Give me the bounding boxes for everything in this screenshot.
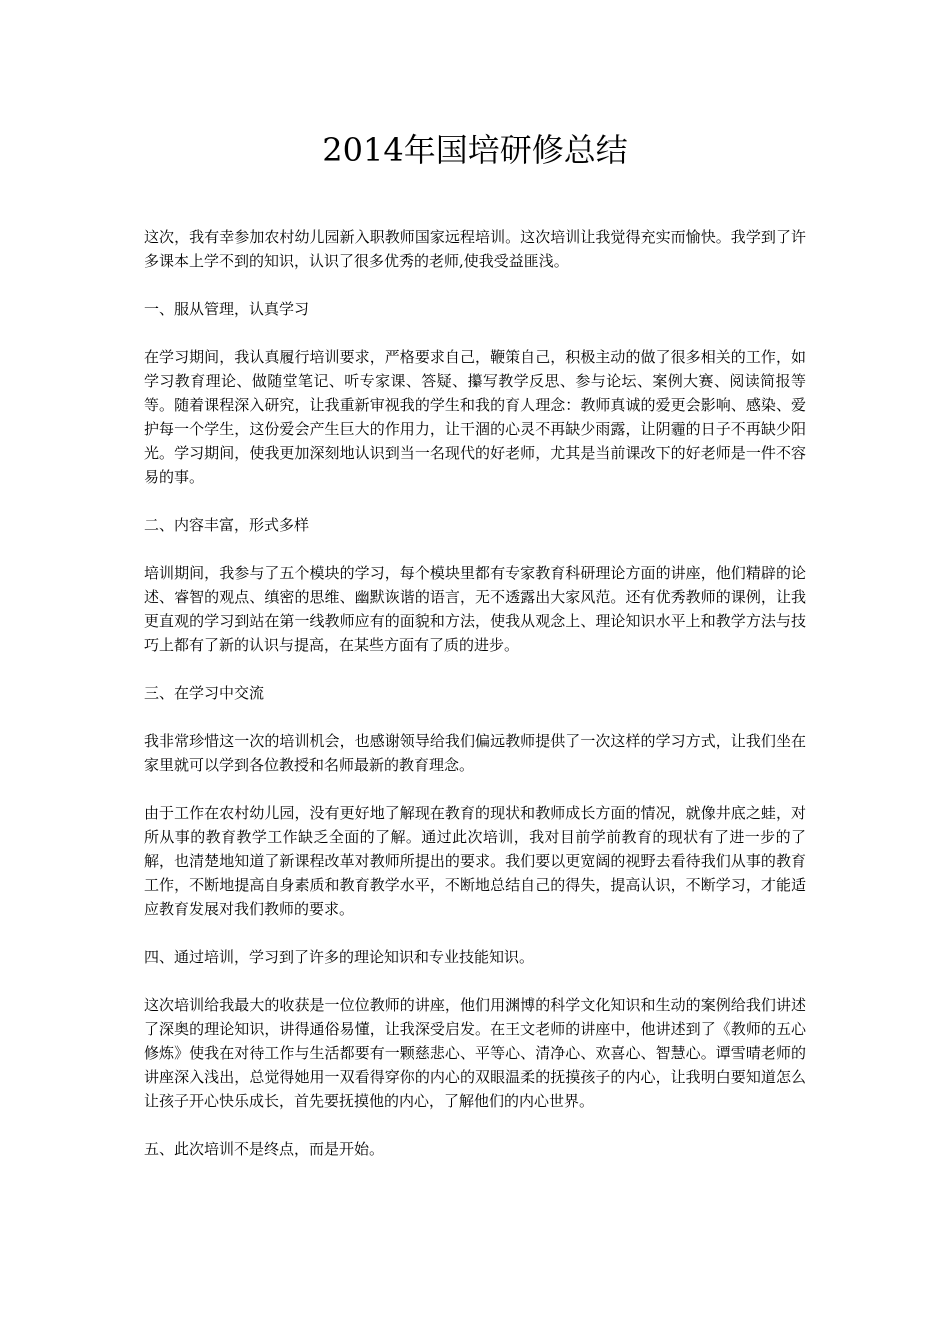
section-4-paragraph: 这次培训给我最大的收获是一位位教师的讲座，他们用渊博的科学文化知识和生动的案例给我们讲述了深奥的理论知识，讲得通俗易懂，让我深受启发。在王文老师的讲座中，他讲述到了《教师的五心修炼》使我在对待工作与生活都要有一颗慈悲心、平等心、清净心、欢喜心、智慧心。谭雪晴老师的讲座深入浅出，总觉得她用一双看得穿你的内心的双眼温柔的抚摸孩子的内心，让我明白要知道怎么让孩子开心快乐成长，首先要抚摸他的内心，了解他们的内心世界。 [144, 996, 806, 1110]
section-3-paragraph-1: 我非常珍惜这一次的培训机会，也感谢领导给我们偏远教师提供了一次这样的学习方式，让我们坐在家里就可以学到各位教授和名师最新的教育理念。 [144, 732, 806, 774]
section-heading-2: 二、内容丰富，形式多样 [144, 516, 310, 534]
section-1-paragraph: 在学习期间，我认真履行培训要求，严格要求自己，鞭策自己，积极主动的做了很多相关的工作，如学习教育理论、做随堂笔记、听专家课、答疑、攥写教学反思、参与论坛、案例大赛、阅读简报等等。随着课程深入研究，让我重新审视我的学生和我的育人理念：教师真诚的爱更会影响、感染、爱护每一个学生，这份爱会产生巨大的作用力，让干涸的心灵不再缺少雨露，让阴霾的日子不再缺少阳光。学习期间，使我更加深刻地认识到当一名现代的好老师，尤其是当前课改下的好老师是一件不容易的事。 [144, 348, 806, 486]
section-heading-5: 五、此次培训不是终点，而是开始。 [144, 1140, 385, 1158]
section-3-paragraph-2: 由于工作在农村幼儿园，没有更好地了解现在教育的现状和教师成长方面的情况，就像井底之蛙，对所从事的教育教学工作缺乏全面的了解。通过此次培训，我对目前学前教育的现状有了进一步的了解，也清楚地知道了新课程改革对教师所提出的要求。我们要以更宽阔的视野去看待我们从事的教育工作，不断地提高自身素质和教育教学水平，不断地总结自己的得失，提高认识，不断学习，才能适应教育发展对我们教师的要求。 [144, 804, 806, 918]
section-heading-3: 三、在学习中交流 [144, 684, 265, 702]
section-heading-4: 四、通过培训，学习到了许多的理论知识和专业技能知识。 [144, 948, 535, 966]
intro-paragraph: 这次，我有幸参加农村幼儿园新入职教师国家远程培训。这次培训让我觉得充实而愉快。我学到了许多课本上学不到的知识，认识了很多优秀的老师,使我受益匪浅。 [144, 228, 806, 270]
section-2-paragraph: 培训期间，我参与了五个模块的学习，每个模块里都有专家教育科研理论方面的讲座，他们精辟的论述、睿智的观点、缜密的思维、幽默诙谐的语言，无不透露出大家风范。还有优秀教师的课例，让我更直观的学习到站在第一线教师应有的面貌和方法，使我从观念上、理论知识水平上和教学方法与技巧上都有了新的认识与提高，在某些方面有了质的进步。 [144, 564, 806, 654]
document-title: 2014年国培研修总结 [322, 131, 628, 169]
document-body [144, 225, 806, 1185]
section-heading-1: 一、服从管理，认真学习 [144, 300, 310, 318]
